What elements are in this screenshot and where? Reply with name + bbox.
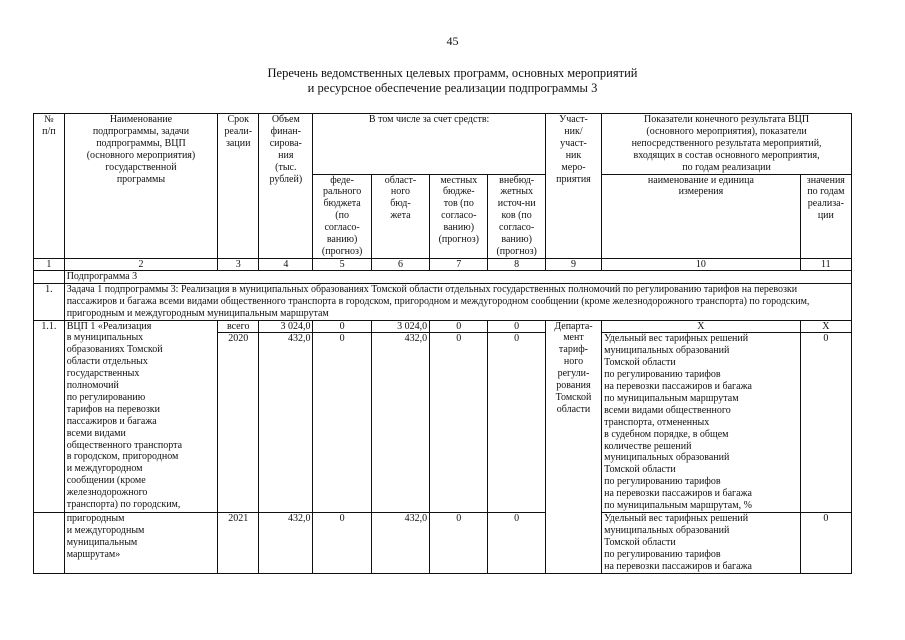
header-indicator-values: значения по годам реализа- ции — [800, 174, 851, 258]
header-volume: Объем финан- сирова- ния (тыс. рублей) — [259, 114, 313, 259]
regional-cell: 3 024,0 — [371, 320, 429, 333]
page-number: 45 — [446, 34, 459, 48]
header-participant: Участ- ник/ участ- ник меро- приятия — [545, 114, 601, 259]
column-number: 11 — [800, 258, 851, 270]
vcp-name-part2: пригородным и междугородным муниципальным маршрутам» — [64, 513, 218, 574]
document-title — [0, 66, 905, 96]
indicator-value-cell: 0 — [800, 513, 851, 574]
federal-cell: 0 — [313, 333, 371, 513]
volume-cell: 432,0 — [259, 513, 313, 574]
column-number-row — [34, 258, 852, 270]
regional-cell: 432,0 — [371, 333, 429, 513]
volume-cell: 3 024,0 — [259, 320, 313, 333]
vcp-name-part1: ВЦП 1 «Реализация в муниципальных образованиях Томской области отдельных государственных полномочий по регулированию тарифов на перевозки пассажиров и багажа всеми видами общественного транспорта в городском, пригородном и междугородном сообщении (кроме железнодорожного транспорта) по городским, — [64, 320, 218, 513]
header-term: Срок реали- зации — [218, 114, 259, 259]
task-row — [34, 283, 852, 320]
term-cell: 2021 — [218, 513, 259, 574]
column-number: 2 — [64, 258, 218, 270]
indicator-value-cell: 0 — [800, 333, 851, 513]
indicator-value-cell: Х — [800, 320, 851, 333]
column-number: 4 — [259, 258, 313, 270]
subprogram-row — [34, 270, 852, 283]
header-row-1 — [34, 114, 852, 175]
indicator-cell: Удельный вес тарифных решений муниципальных образований Томской области по регулированию тарифов на перевозки пассажиров и багажа по муниципальным маршрутам всеми видами общественного транспорта, отмененных в судебном порядке, в общем количестве решений муниципальных образований Томской области по регулированию тарифов на перевозки пассажиров и багажа по муниципальным маршрутам, % — [602, 333, 801, 513]
task-number: 1. — [34, 283, 65, 320]
header-local: местных бюдже- тов (по согласо- ванию) (прогноз) — [430, 174, 488, 258]
title-line-1: Перечень ведомственных целевых программ, основных мероприятий — [267, 66, 638, 80]
federal-cell: 0 — [313, 320, 371, 333]
header-regional: област- ного бюд- жета — [371, 174, 429, 258]
column-number: 10 — [602, 258, 801, 270]
federal-cell: 0 — [313, 513, 371, 574]
header-name: Наименование подпрограммы, задачи подпрограммы, ВЦП (основного мероприятия) государственной программы — [64, 114, 218, 259]
indicator-cell: Х — [602, 320, 801, 333]
offbudget-cell: 0 — [488, 320, 545, 333]
title-line-2: и ресурсное обеспечение реализации подпрограммы 3 — [307, 81, 598, 95]
header-offbudget: внебюд- жетных источ-ни ков (по согласо- ванию) (прогноз) — [488, 174, 545, 258]
offbudget-cell: 0 — [488, 513, 545, 574]
term-cell: 2020 — [218, 333, 259, 513]
column-number: 1 — [34, 258, 65, 270]
term-cell: всего — [218, 320, 259, 333]
vcp-number: 1.1. — [34, 320, 65, 513]
participant-cell: Департа- мент тариф- ного регули- рования Томской области — [545, 320, 601, 573]
program-table — [33, 113, 852, 574]
header-indicator-name: наименование и единица измерения — [602, 174, 801, 258]
column-number: 7 — [430, 258, 488, 270]
column-number: 9 — [545, 258, 601, 270]
column-number: 3 — [218, 258, 259, 270]
volume-cell: 432,0 — [259, 333, 313, 513]
header-indicators: Показатели конечного результата ВЦП (основного мероприятия), показатели непосредственного результата мероприятий, входящих в состав основного мероприятия, по годам реализации — [602, 114, 852, 175]
offbudget-cell: 0 — [488, 333, 545, 513]
column-number: 5 — [313, 258, 371, 270]
task-text: Задача 1 подпрограммы 3: Реализация в муниципальных образованиях Томской области отдельных государственных полномочий по регулированию тарифов на перевозки пассажиров и багажа всеми видами общественного транспорта в городском, пригородном и междугородном сообщении (кроме железнодорожного транспорта) по городским, пригородным и междугородным муниципальным маршрутам — [64, 283, 851, 320]
local-cell: 0 — [430, 513, 488, 574]
indicator-cell: Удельный вес тарифных решений муниципальных образований Томской области по регулированию тарифов на перевозки пассажиров и багажа — [602, 513, 801, 574]
vcp-row-2021 — [34, 513, 852, 574]
regional-cell: 432,0 — [371, 513, 429, 574]
local-cell: 0 — [430, 320, 488, 333]
subprogram-label: Подпрограмма 3 — [64, 270, 851, 283]
column-number: 8 — [488, 258, 545, 270]
vcp-row-total — [34, 320, 852, 333]
header-including: В том числе за счет средств: — [313, 114, 545, 175]
local-cell: 0 — [430, 333, 488, 513]
header-federal: феде- рального бюджета (по согласо- ванию) (прогноз) — [313, 174, 371, 258]
column-number: 6 — [371, 258, 429, 270]
header-num: № п/п — [34, 114, 65, 259]
